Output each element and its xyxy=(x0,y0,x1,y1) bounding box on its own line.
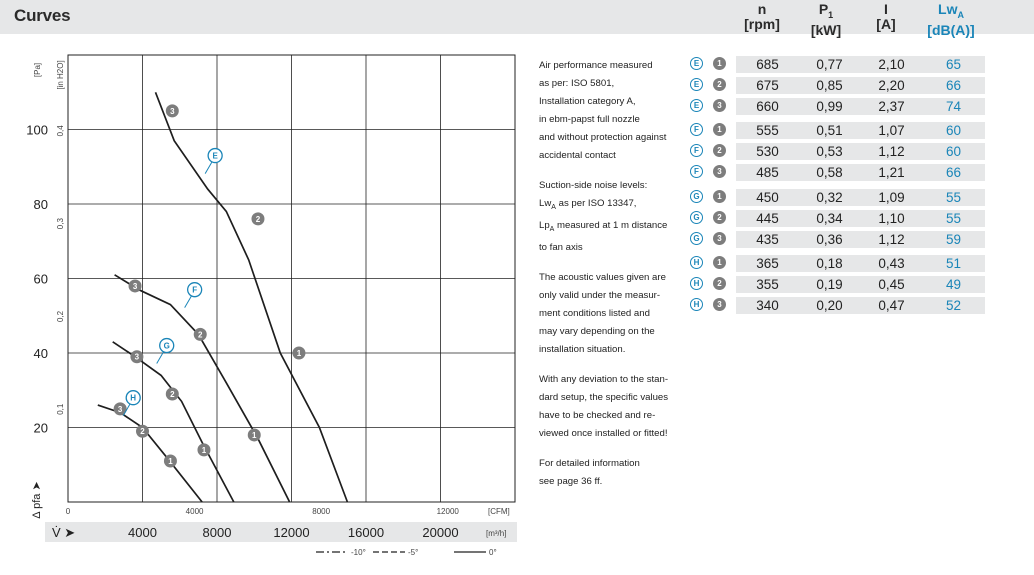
notes-line: ment conditions listed and xyxy=(539,307,650,319)
notes-paragraph-acoustic xyxy=(539,269,679,359)
curve-letter-badge: G xyxy=(690,190,703,203)
curve-h xyxy=(98,405,202,502)
cell-i: 1,09 xyxy=(860,189,923,206)
cell-lwa: 55 xyxy=(922,210,985,227)
curve-letter-badge: F xyxy=(690,123,703,136)
step-number-badge: 2 xyxy=(713,78,726,91)
notes-paragraph-deviation xyxy=(539,371,679,443)
notes-panel xyxy=(539,57,679,503)
x-secondary-unit-label: [CFM] xyxy=(488,507,510,516)
lpa-sub: A xyxy=(549,225,555,233)
y-tick-label: 80 xyxy=(33,197,48,212)
x-tick-label: 20000 xyxy=(422,525,459,540)
table-row xyxy=(690,276,980,294)
cell-lwa: 52 xyxy=(922,297,985,314)
curve-marker-label: 3 xyxy=(170,106,175,116)
curve-marker-label: 2 xyxy=(198,330,203,340)
curve-label-leader xyxy=(205,162,212,174)
step-number-badge: 2 xyxy=(713,277,726,290)
header-lwa-sub: A xyxy=(957,9,964,20)
curve-letter-badge: G xyxy=(690,211,703,224)
table-row xyxy=(690,164,980,182)
curve-letter-badge: E xyxy=(690,57,703,70)
curve-letter-badge: H xyxy=(690,277,703,290)
cell-p1: 0,36 xyxy=(798,231,861,248)
x-secondary-tick-label: 12000 xyxy=(436,507,459,516)
cell-i: 0,43 xyxy=(860,255,923,272)
curve-marker-label: 1 xyxy=(168,457,173,467)
x-tick-label: 4000 xyxy=(128,525,157,540)
header-lwa-label: Lw xyxy=(938,1,958,17)
x-tick-label: 8000 xyxy=(202,525,232,540)
table-row xyxy=(690,143,980,161)
step-number-badge: 3 xyxy=(713,232,726,245)
curve-marker-label: 3 xyxy=(117,404,123,414)
table-row xyxy=(690,231,980,249)
legend-label: -10° xyxy=(351,548,366,557)
cell-p1: 0,18 xyxy=(798,255,861,272)
cell-n: 485 xyxy=(736,164,799,181)
cell-p1: 0,85 xyxy=(798,77,861,94)
lpa-rest: measured at 1 m distance xyxy=(554,219,668,231)
header-n-label: n xyxy=(757,1,767,17)
x-secondary-tick-label: 8000 xyxy=(312,507,331,516)
curve-letter-badge: F xyxy=(690,144,703,157)
curve-letter-badge: F xyxy=(690,165,703,178)
notes-noise-line xyxy=(539,217,679,239)
notes-line: may vary depending on the xyxy=(539,325,655,337)
notes-line: as per: ISO 5801, xyxy=(539,78,615,89)
y-secondary-tick-label: 0,2 xyxy=(56,310,65,322)
cell-n: 555 xyxy=(736,122,799,139)
notes-line: viewed once installed or fitted! xyxy=(539,427,668,439)
cell-n: 685 xyxy=(736,56,799,73)
curve-label: E xyxy=(212,151,218,161)
x-secondary-tick-label: 4000 xyxy=(185,507,204,516)
cell-lwa: 51 xyxy=(922,255,985,272)
cell-n: 660 xyxy=(736,98,799,115)
notes-paragraph-measurement xyxy=(539,57,679,165)
step-number-badge: 3 xyxy=(713,99,726,112)
table-row xyxy=(690,210,980,228)
cell-i: 2,20 xyxy=(860,77,923,94)
header-p1-sub: 1 xyxy=(828,9,834,20)
table-row xyxy=(690,255,980,273)
legend-label: 0° xyxy=(489,548,497,557)
cell-n: 530 xyxy=(736,143,799,160)
curve-marker-label: 2 xyxy=(140,427,145,437)
header-i-unit: [A] xyxy=(876,16,896,32)
cell-n: 340 xyxy=(736,297,799,314)
step-number-badge: 3 xyxy=(713,298,726,311)
notes-line: accidental contact xyxy=(539,150,616,161)
cell-i: 1,21 xyxy=(860,164,923,181)
cell-p1: 0,53 xyxy=(798,143,861,160)
page-title: Curves xyxy=(14,6,71,25)
curve-letter-badge: H xyxy=(690,256,703,269)
table-row xyxy=(690,189,980,207)
curve-letter-badge: E xyxy=(690,78,703,91)
column-header-p1 xyxy=(806,2,846,38)
header-p1-label: P xyxy=(818,1,829,17)
y-tick-label: 20 xyxy=(33,420,48,436)
cell-i: 1,12 xyxy=(860,143,923,160)
notes-line: Air performance measured xyxy=(539,60,653,71)
notes-line: only valid under the measur- xyxy=(539,289,661,301)
notes-noise-line: to fan axis xyxy=(539,241,583,253)
cell-lwa: 59 xyxy=(922,231,985,248)
y-tick-label: 40 xyxy=(33,346,48,361)
curve-letter-badge: H xyxy=(690,298,703,311)
cell-p1: 0,77 xyxy=(798,56,861,73)
legend-label: -5° xyxy=(408,548,419,557)
cell-n: 445 xyxy=(736,210,799,227)
curve-f xyxy=(115,275,290,502)
table-row xyxy=(690,297,980,315)
cell-p1: 0,32 xyxy=(798,189,861,206)
curve-letter-badge: E xyxy=(690,99,703,112)
column-header-i xyxy=(870,2,902,32)
cell-i: 1,07 xyxy=(860,122,923,139)
cell-p1: 0,19 xyxy=(798,276,861,293)
curve-label-leader xyxy=(185,296,192,308)
step-number-badge: 1 xyxy=(713,57,726,70)
curve-marker-label: 1 xyxy=(252,430,257,440)
notes-line: and without protection against xyxy=(539,132,667,143)
lpa-text: Lp xyxy=(539,219,550,231)
header-p1-unit: [kW] xyxy=(810,21,842,38)
cell-lwa: 60 xyxy=(922,122,985,139)
x-secondary-tick-label: 0 xyxy=(65,507,71,516)
header-n-unit: [rpm] xyxy=(744,16,780,32)
cell-lwa: 49 xyxy=(922,276,985,293)
notes-noise-line xyxy=(539,195,679,217)
table-row xyxy=(690,77,980,95)
cell-n: 675 xyxy=(736,77,799,94)
cell-lwa: 60 xyxy=(922,143,985,160)
notes-line: have to be checked and re- xyxy=(539,409,656,421)
notes-line: see page 36 ff. xyxy=(539,475,603,487)
curve-marker-label: 3 xyxy=(134,352,140,362)
table-row xyxy=(690,56,980,74)
table-row xyxy=(690,122,980,140)
x-unit-label: [m³/h] xyxy=(486,529,507,538)
cell-i: 2,10 xyxy=(860,56,923,73)
notes-line: dard setup, the specific values xyxy=(539,391,669,403)
cell-n: 435 xyxy=(736,231,799,248)
curve-marker-label: 2 xyxy=(170,389,175,399)
cell-n: 365 xyxy=(736,255,799,272)
y-secondary-tick-label: 0,3 xyxy=(56,218,65,230)
cell-i: 2,37 xyxy=(860,98,923,115)
notes-paragraph-noise xyxy=(539,177,679,257)
notes-line: installation situation. xyxy=(539,343,626,355)
cell-n: 355 xyxy=(736,276,799,293)
curve-label: G xyxy=(163,341,170,351)
y-secondary-unit-label: [in H2O] xyxy=(56,60,65,90)
curve-marker-label: 2 xyxy=(255,214,261,224)
header-i-label: I xyxy=(884,1,888,17)
x-tick-label: 16000 xyxy=(347,525,385,540)
y-tick-label: 100 xyxy=(26,122,48,138)
y-secondary-tick-label: 0,1 xyxy=(56,403,65,415)
cell-lwa: 74 xyxy=(922,98,985,115)
cell-p1: 0,58 xyxy=(798,164,861,181)
x-axis-label: V̇ ➤ xyxy=(52,525,76,540)
lwa-sub: A xyxy=(551,203,556,211)
notes-paragraph-reference xyxy=(539,455,679,491)
cell-i: 1,10 xyxy=(860,210,923,227)
step-number-badge: 2 xyxy=(713,144,726,157)
cell-lwa: 65 xyxy=(922,56,985,73)
step-number-badge: 1 xyxy=(713,123,726,136)
header-lwa-unit: [dB(A)] xyxy=(927,21,975,38)
column-header-lwa xyxy=(924,2,978,38)
step-number-badge: 3 xyxy=(713,165,726,178)
table-row xyxy=(690,98,980,116)
cell-p1: 0,99 xyxy=(798,98,861,115)
cell-lwa: 66 xyxy=(922,164,985,181)
notes-line: For detailed information xyxy=(539,457,640,469)
x-tick-label: 12000 xyxy=(273,525,310,540)
y-tick-label: 60 xyxy=(33,271,48,287)
notes-line: With any deviation to the stan- xyxy=(539,373,669,385)
step-number-badge: 2 xyxy=(713,211,726,224)
cell-p1: 0,51 xyxy=(798,122,861,139)
curve-letter-badge: G xyxy=(690,232,703,245)
curve-marker-label: 3 xyxy=(132,281,138,291)
step-number-badge: 1 xyxy=(713,256,726,269)
step-number-badge: 1 xyxy=(713,190,726,203)
cell-i: 1,12 xyxy=(860,231,923,248)
cell-p1: 0,20 xyxy=(798,297,861,314)
y-secondary-tick-label: 0,4 xyxy=(56,125,65,137)
cell-i: 0,47 xyxy=(860,297,923,314)
notes-noise-line: Suction-side noise levels: xyxy=(539,180,648,191)
notes-line: Installation category A, xyxy=(539,96,636,107)
lwa-text: Lw xyxy=(539,198,552,209)
cell-lwa: 66 xyxy=(922,77,985,94)
notes-line: in ebm-papst full nozzle xyxy=(539,114,640,125)
y-unit-label: [Pa] xyxy=(33,62,42,78)
cell-n: 450 xyxy=(736,189,799,206)
column-header-n xyxy=(744,2,780,32)
curve-label: H xyxy=(130,393,137,403)
cell-i: 0,45 xyxy=(860,276,923,293)
lwa-rest: as per ISO 13347, xyxy=(555,198,637,209)
y-axis-label: Δ pfa ➤ xyxy=(31,481,43,519)
notes-line: The acoustic values given are xyxy=(539,271,666,283)
cell-lwa: 55 xyxy=(922,189,985,206)
curve-marker-label: 1 xyxy=(296,349,302,358)
cell-p1: 0,34 xyxy=(798,210,861,227)
curve-marker-label: 1 xyxy=(201,445,207,455)
curve-label: F xyxy=(192,285,198,295)
